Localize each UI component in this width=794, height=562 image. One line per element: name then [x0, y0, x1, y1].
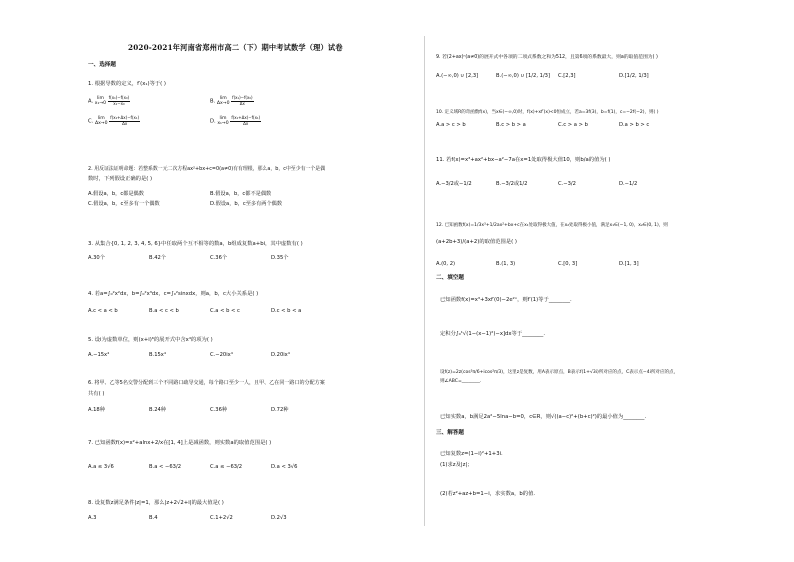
question-1-options	[88, 94, 408, 134]
question-5-stem: 5. 设i为虚数单位，则(x+i)⁶的展开式中含x⁴的项为( )	[88, 337, 213, 343]
option-6a: A.18种	[88, 407, 105, 413]
question-3-stem: 3. 从集合{0, 1, 2, 3, 4, 5, 6}中任取两个互不相等的数a，b组成复数a+bi，其中虚数有( )	[88, 241, 303, 247]
question-12-line2: (a+2b+3)/(a+2)的取值范围是( )	[436, 239, 517, 245]
option-11a: A.−3/2或−1/2	[436, 181, 472, 187]
option-1c-num: f(x₁+Δx)−f(x₁)	[110, 115, 140, 121]
option-1b-den: Δx	[239, 100, 245, 106]
solve-question-17-part1: (1)求z及|z|；	[440, 462, 473, 468]
option-1c	[88, 116, 140, 126]
question-1-stem: 1. 根据导数的定义，f′(x₁)等于( )	[88, 81, 166, 87]
option-5d: D.20ix⁴	[271, 352, 290, 358]
option-8c: C.1+2√2	[210, 515, 233, 521]
option-1c-lim: lim	[97, 116, 105, 121]
option-7b: B.a < −63/2	[149, 464, 182, 470]
question-6-line2: 共有( )	[88, 391, 105, 397]
option-1b-num: f(x₁)−f(x₀)	[232, 95, 253, 101]
option-1b	[210, 96, 254, 106]
exam-title: 2020-2021年河南省郑州市高二（下）期中考试数学（理）试卷	[128, 43, 343, 52]
option-12c: C.[0, 3]	[558, 261, 578, 267]
fill-question-16: 已知实数a，b满足2a²−5lna−b=0，c∈R，则√((a−c)²+(b+c)²)的最小值为________.	[440, 414, 647, 420]
option-10a: A.a > c > b	[436, 122, 466, 128]
question-8-options	[88, 514, 408, 524]
option-1c-letter: C.	[88, 118, 94, 125]
question-8-stem: 8. 设复数z满足条件|z|=1，那么|z+2√2+i|的最大值是( )	[88, 500, 224, 506]
option-1a	[88, 96, 130, 106]
option-2a: A.假设a，b，c都是偶数	[88, 191, 144, 197]
option-9d: D.[1/2, 1/3]	[619, 73, 649, 79]
option-10d: D.a > b > c	[619, 122, 650, 128]
option-3c: C.36个	[210, 255, 228, 261]
option-11d: D.−1/2	[619, 181, 638, 187]
option-1c-limit	[95, 116, 108, 126]
option-2c: C.假设a，b，c至多有一个偶数	[88, 201, 160, 207]
question-2-line2: 数时，下列假设正确的是( )	[88, 176, 153, 182]
option-5b: B.15x⁴	[149, 352, 166, 358]
section-fill-header: 二、填空题	[436, 275, 464, 281]
option-4b: B.a < c < b	[149, 308, 179, 314]
option-1c-sub: Δx→0	[94, 121, 108, 127]
question-5-options	[88, 351, 408, 361]
section-solve-header: 三、解答题	[436, 430, 464, 436]
option-8d: D.2√3	[271, 515, 287, 521]
option-1b-lim: lim	[219, 96, 227, 101]
question-2-line1: 2. 用反证法证明命题：若整系数一元二次方程ax²+bx+c=0(a≠0)有有理根，那么a，b，c中至少有一个是偶	[88, 166, 326, 172]
question-4-options	[88, 307, 408, 317]
option-1c-den: Δx	[122, 120, 128, 126]
option-6b: B.24种	[149, 407, 166, 413]
option-11c: C.−3/2	[558, 181, 576, 187]
option-1d-num: f(x₁+Δx)−f(x₁)	[231, 115, 261, 121]
option-5c: C.−20ix⁴	[210, 352, 233, 358]
option-12d: D.[1, 3]	[619, 261, 639, 267]
option-2b: B.假设a，b，c都不是偶数	[210, 191, 272, 197]
option-1b-fraction	[231, 96, 253, 106]
fill-question-14: 定积分∫₀¹√(1−(x−1)²)−x]dx等于________.	[440, 331, 546, 337]
option-1d-den: Δx	[243, 120, 249, 126]
question-11-options	[436, 180, 766, 190]
question-4-stem: 4. 若a=∫₀²x²dx，b=∫₀²x³dx，c=∫₀²sinxdx，则a，b，c大小关系是( )	[88, 291, 259, 297]
option-1a-sub: x₁→0	[94, 101, 107, 107]
option-1d-letter: D.	[210, 118, 216, 125]
option-2d: D.假设a，b，c至多有两个偶数	[210, 201, 283, 207]
option-1d-lim: lim	[219, 116, 227, 121]
option-5a: A.−15x⁴	[88, 352, 110, 358]
column-divider	[424, 36, 425, 526]
option-7c: C.a ≤ −63/2	[210, 464, 243, 470]
option-1b-letter: B.	[210, 98, 216, 105]
fill-question-15-line1: 设f(z)=2z(cos²π/6+icos²π/3)，这里z是复数，用A表示原点，B表示f(1+√3i)所对应的点，C表示点−4i所对应的点，	[440, 370, 679, 375]
option-1c-fraction	[109, 116, 140, 126]
question-10-options	[436, 121, 766, 131]
question-3-options	[88, 254, 408, 264]
option-1a-den: x₁−x₀	[113, 100, 125, 106]
question-7-options	[88, 463, 408, 473]
option-1a-limit	[95, 96, 106, 106]
option-1a-lim: lim	[96, 96, 104, 101]
question-6-line1: 6. 将甲、乙等5名交警分配到三个不同路口疏导交通，每个路口至少一人，且甲、乙在同一路口的分配方案	[88, 380, 325, 386]
option-6d: D.72种	[271, 407, 289, 413]
option-1a-num: f(x₁)−f(x₀)	[108, 95, 130, 101]
fill-question-13: 已知函数f(x)=x³+3xf′(0)−2e²ˣ，则f′(1)等于________.	[440, 297, 572, 303]
question-6-options	[88, 406, 408, 416]
option-3d: D.35个	[271, 255, 289, 261]
option-9c: C.[2,3]	[558, 73, 576, 79]
option-1b-limit	[217, 96, 230, 106]
question-9-stem: 9. 若(2+ax)ⁿ(a≠0)的展开式中各项的二项式系数之和为512，且第6项的系数最大，则a的取值范围为( )	[436, 55, 658, 60]
question-2-options	[88, 190, 408, 210]
option-1d-limit	[217, 116, 228, 126]
question-7-stem: 7. 已知函数f(x)=x²+alnx+2/x在[1, 4]上是减函数，则实数a的取值范围是( )	[88, 440, 272, 446]
option-1d-sub: x₁→0	[217, 121, 229, 127]
option-6c: C.36种	[210, 407, 228, 413]
option-1d	[210, 116, 261, 126]
section-choice-header: 一、选择题	[88, 62, 116, 68]
question-12-options	[436, 260, 766, 270]
option-3b: B.42个	[149, 255, 166, 261]
question-11-stem: 11. 若f(x)=x³+ax²+bx−a²−7a在x=1处取得极大值10，则b/a的值为( )	[436, 157, 611, 163]
option-11b: B.−3/2或1/2	[496, 181, 528, 187]
option-9a: A.(−∞,0) ∪ [2,3]	[436, 73, 479, 79]
option-1a-letter: A.	[88, 98, 94, 105]
solve-question-17-part2: (2)若z²+az+b=1−i，求实数a，b的值.	[440, 491, 536, 497]
question-9-options	[436, 72, 766, 82]
option-8a: A.3	[88, 515, 97, 521]
option-4c: C.a < b < c	[210, 308, 240, 314]
question-12-line1: 12. 已知函数f(x)=1/3x³+1/2ax²+bx+c在x₁处取得极大值，在x₂处取得极小值，满足x₁∈(−1, 0)，x₂∈(0, 1)，则	[436, 223, 668, 228]
option-10c: C.c > a > b	[558, 122, 588, 128]
option-7d: D.a < 3√6	[271, 464, 298, 470]
option-1a-fraction	[108, 96, 130, 106]
option-7a: A.a ≤ 3√6	[88, 464, 114, 470]
option-4d: D.c < b < a	[271, 308, 302, 314]
option-12b: B.(1, 3)	[496, 261, 516, 267]
question-10-stem: 10. 定义域R的奇函数f(x)，当x∈(−∞,0)时，f(x)+xf′(x)<0恒成立，若a=3f(3)，b=f(1)，c=−2f(−2)，则( )	[436, 110, 659, 115]
option-9b: B.(−∞,0) ∪ [1/2, 1/3]	[496, 73, 551, 79]
option-4a: A.c < a < b	[88, 308, 118, 314]
option-3a: A.30个	[88, 255, 105, 261]
option-1d-fraction	[230, 116, 261, 126]
fill-question-15-line2: 则∠ABC=________.	[440, 379, 482, 384]
solve-question-17: 已知复数z=(1−i)²+1+3i.	[440, 451, 503, 457]
option-1b-sub: Δx→0	[216, 101, 230, 107]
option-8b: B.4	[149, 515, 158, 521]
option-12a: A.(0, 2)	[436, 261, 456, 267]
option-10b: B.c > b > a	[496, 122, 526, 128]
